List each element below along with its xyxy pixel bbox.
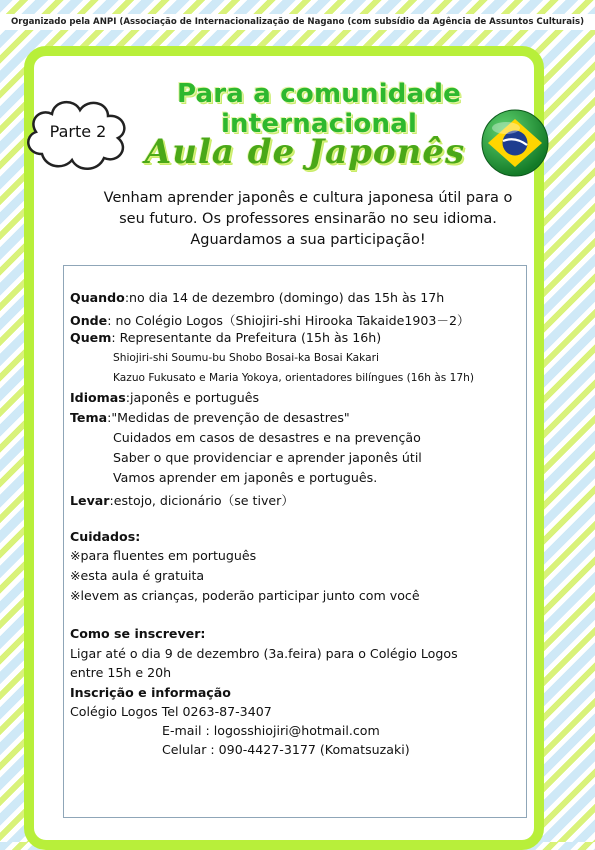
register-title: Como se inscrever: [70,626,206,641]
who-detail-2: Kazuo Fukusato e Maria Yokoya, orientadores bilíngues (16h às 17h) [113,372,474,384]
bring-label: Levar [70,493,110,508]
contact-title: Inscrição e informação [70,685,231,700]
theme-row [70,410,350,425]
intro-line: seu futuro. Os professores ensinarão no seu idioma. [119,211,497,227]
contact-email[interactable]: E-mail : logosshiojiri@hotmail.com [162,723,380,738]
when-value: :no dia 14 de dezembro (domingo) das 15h às 17h [124,290,445,305]
theme-label: Tema [70,410,108,425]
bring-value: :estojo, dicionário（se tiver） [109,493,294,508]
caution-item: ※levem as crianças, poderão participar junto com você [70,588,420,603]
part-badge-label: Parte 2 [49,122,107,141]
where-row [70,310,470,329]
theme-item: Saber o que providenciar e aprender japonês útil [113,450,422,465]
intro-line: Aguardamos a sua participação! [190,232,426,248]
who-row [70,330,381,345]
cautions-title: Cuidados: [70,529,141,544]
organizer-banner: Organizado pela ANPI (Associação de Internacionalização de Nagano (com subsídio da Agência de Assuntos Culturais) [0,14,595,30]
languages-row [70,390,259,405]
caution-item: ※esta aula é gratuita [70,568,205,583]
who-detail-1: Shiojiri-shi Soumu-bu Shobo Bosai-ka Bosai Kakari [113,352,379,364]
where-label: Onde [70,313,108,328]
languages-label: Idiomas [70,390,126,405]
who-label: Quem [70,330,112,345]
title-japanese-class: Aula de Japonês [144,132,466,172]
languages-value: :japonês e português [125,390,260,405]
title-community: Para a comunidade internacional [176,79,462,139]
theme-value: :"Medidas de prevenção de desastres" [107,410,350,425]
intro-text [88,188,528,251]
contact-tel: Colégio Logos Tel 0263-87-3407 [70,704,272,719]
who-value: : Representante da Prefeitura (15h às 16h) [111,330,382,345]
caution-item: ※para fluentes em português [70,548,257,563]
theme-item: Cuidados em casos de desastres e na prevenção [113,430,421,445]
register-line-1: Ligar até o dia 9 de dezembro (3a.feira) para o Colégio Logos [70,646,458,661]
when-label: Quando [70,290,125,305]
brazil-flag-icon [480,108,550,178]
when-row [70,290,444,305]
intro-line: Venham aprender japonês e cultura japonesa útil para o [103,190,513,206]
theme-item: Vamos aprender em japonês e português. [113,470,378,485]
bring-row [70,490,294,509]
contact-cell[interactable]: Celular : 090-4427-3177 (Komatsuzaki) [162,742,410,757]
where-value: : no Colégio Logos（Shiojiri-shi Hirooka Takaide1903－2） [107,313,470,328]
register-line-2: entre 15h e 20h [70,665,172,680]
